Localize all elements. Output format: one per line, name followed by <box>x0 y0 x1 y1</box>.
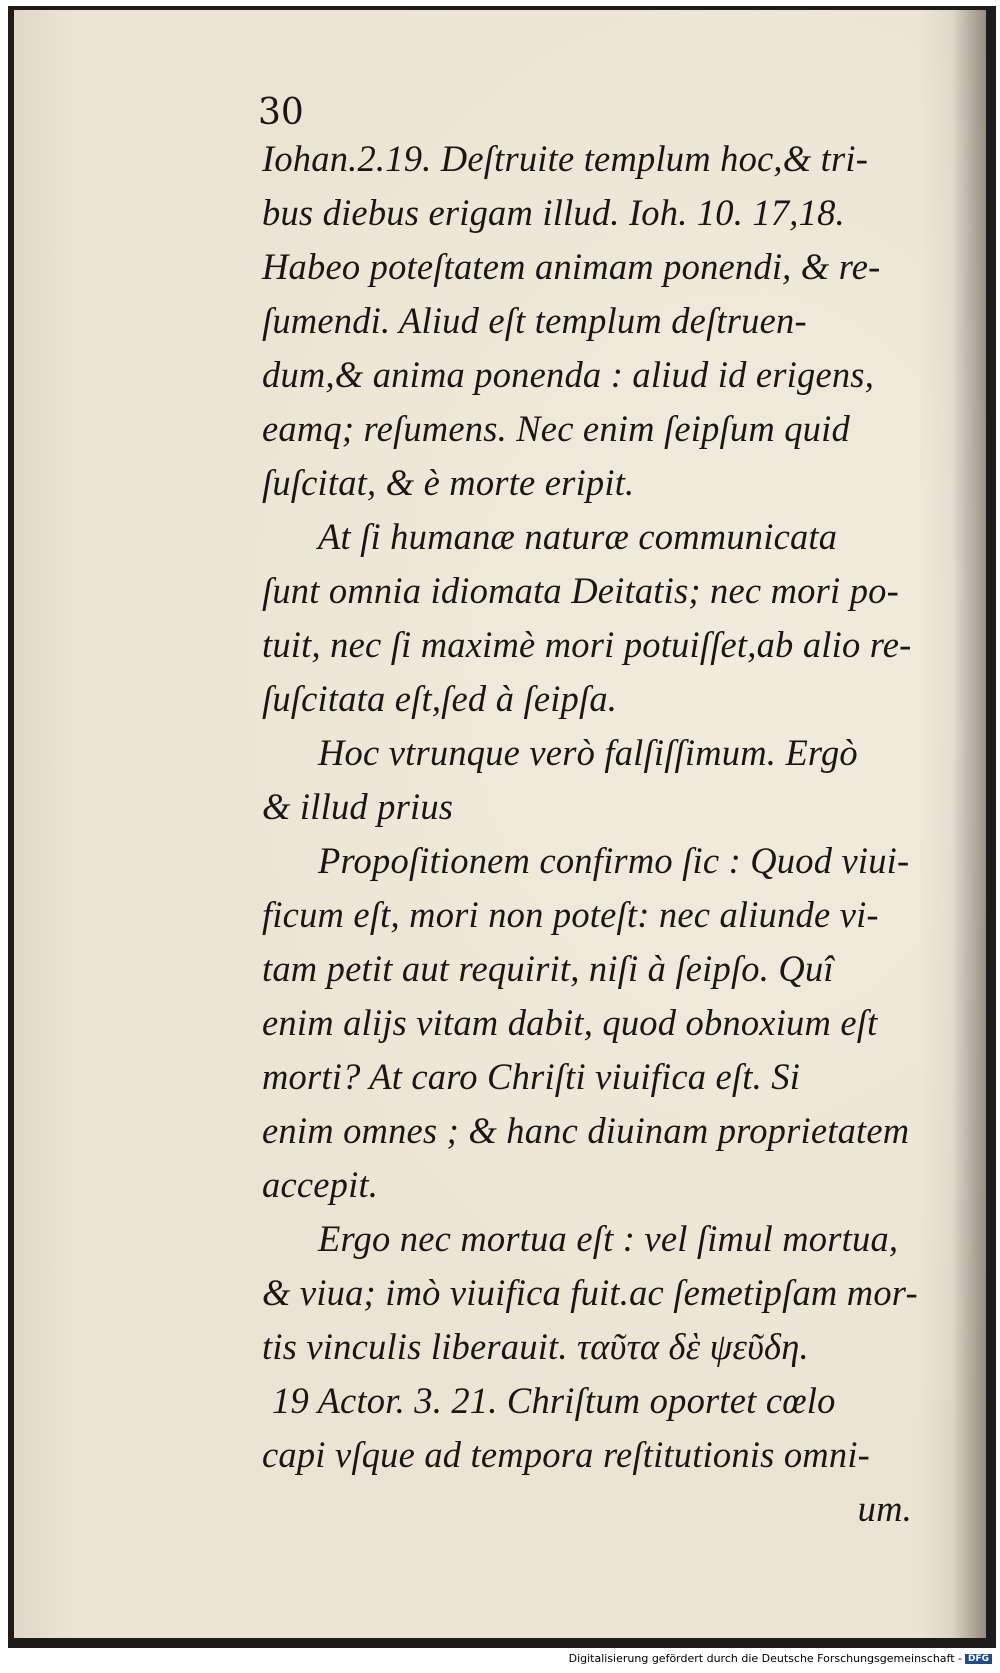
text-line: morti? At caro Chriſti viuifica eſt. Si <box>262 1056 801 1097</box>
text-line: eamq; reſumens. Nec enim ſeipſum quid <box>262 408 850 449</box>
text-line: Hoc vtrunque verò falſiſſimum. Ergò <box>318 732 858 773</box>
text-line: enim omnes ; & hanc diuinam proprietatem <box>262 1110 910 1151</box>
text-line: enim alijs vitam dabit, quod obnoxium eſt <box>262 1002 878 1043</box>
text-line: ſuſcitata eſt,ſed à ſeipſa. <box>262 678 618 719</box>
page-number: 30 <box>258 92 304 133</box>
text-line: & illud prius <box>262 786 454 827</box>
catchword: um. <box>857 1488 912 1529</box>
text-line: tuit, nec ſi maximè mori potuiſſet,ab alio re- <box>262 624 912 665</box>
text-line: bus diebus erigam illud. Ioh. 10. 17,18. <box>262 192 845 233</box>
text-line: accepit. <box>262 1164 379 1205</box>
text-line: ſunt omnia idiomata Deitatis; nec mori po- <box>262 570 899 611</box>
text-line: dum,& anima ponenda : aliud id erigens, <box>262 354 875 395</box>
text-line: Propoſitionem confirmo ſic : Quod viui- <box>318 840 910 881</box>
page-text <box>262 132 962 1536</box>
credit-text: Digitalisierung gefördert durch die Deutsche Forschungsgemeinschaft - <box>568 1652 962 1665</box>
text-line: ſuſcitat, & è morte eripit. <box>262 462 635 503</box>
text-line: tam petit aut requirit, niſi à ſeipſo. Quî <box>262 948 834 989</box>
digitization-credit <box>0 1652 992 1665</box>
text-line: 19 Actor. 3. 21. Chriſtum oportet cœlo <box>272 1380 836 1421</box>
text-line: Iohan.2.19. Deſtruite templum hoc,& tri- <box>262 138 869 179</box>
text-line: capi vſque ad tempora reſtitutionis omni- <box>262 1434 871 1475</box>
text-line: ficum eſt, mori non poteſt: nec aliunde vi- <box>262 894 879 935</box>
text-line: At ſi humanæ naturæ communicata <box>318 516 838 557</box>
dfg-logo: DFG <box>965 1654 992 1664</box>
text-line: & viua; imò viuifica fuit.ac ſemetipſam mor- <box>262 1272 918 1313</box>
text-line: Ergo nec mortua eſt : vel ſimul mortua, <box>318 1218 899 1259</box>
text-line: Habeo poteſtatem animam ponendi, & re- <box>262 246 881 287</box>
text-line: tis vinculis liberauit. ταῦτα δὲ ψεῦδη. <box>262 1326 809 1367</box>
text-line: ſumendi. Aliud eſt templum deſtruen- <box>262 300 807 341</box>
